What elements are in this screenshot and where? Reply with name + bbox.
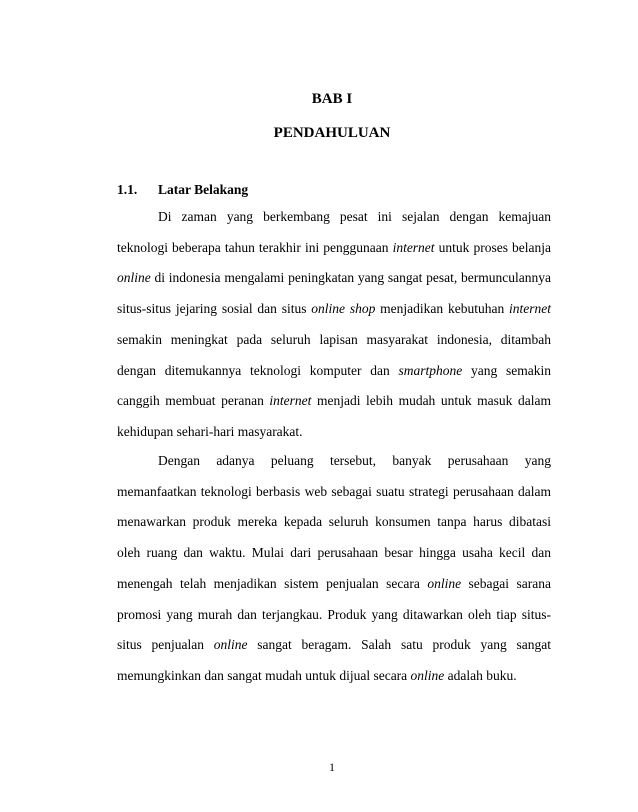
section-heading [117, 183, 248, 197]
text-run: Dengan adanya peluang tersebut, banyak perusahaan yang memanfaatkan teknologi berbasis web sebagai suatu strategi perusahaan dalam menawarkan produk mereka kepada seluruh konsumen tanpa harus dibatasi oleh ruang dan waktu. Mulai dari perusahaan besar hingga usaha kecil dan menengah telah menjadikan sistem penjualan secara [117, 453, 551, 591]
italic-term: internet [269, 393, 312, 409]
text-run: menjadikan kebutuhan [375, 301, 509, 317]
paragraph [117, 202, 551, 448]
page-number: 1 [329, 760, 335, 774]
text-run: untuk proses belanja [434, 239, 551, 255]
section-title: Latar Belakang [158, 182, 249, 197]
text-run: menjadi lebih mudah untuk masuk dalam kehidupan sehari-hari masyarakat. [117, 393, 551, 439]
italic-term: internet [509, 301, 551, 317]
text-run: semakin meningkat pada seluruh lapisan masyarakat indonesia, ditambah dengan ditemukannya teknologi komputer dan [117, 331, 551, 378]
text-run: di indonesia mengalami peningkatan yang sangat pesat, bermunculannya situs-situs jejaring sosial dan situs [117, 270, 551, 317]
paragraph [117, 446, 551, 692]
italic-term: online [427, 575, 462, 591]
italic-term: online [213, 637, 248, 653]
italic-term: internet [392, 239, 435, 255]
italic-term: online [410, 667, 445, 683]
text-run: sangat beragam. Salah satu produk yang sangat memungkinkan dan sangat mudah untuk dijual secara [117, 637, 551, 683]
italic-term: online [117, 270, 151, 286]
text-run: sebagai sarana promosi yang murah dan terjangkau. Produk yang ditawarkan oleh tiap situs-situs penjualan [117, 575, 551, 653]
italic-term: online shop [311, 301, 376, 317]
text-run: Di zaman yang berkembang pesat ini sejalan dengan kemajuan teknologi beberapa tahun terakhir ini penggunaan [117, 209, 551, 255]
chapter-number: BAB I [311, 91, 353, 107]
italic-term: smartphone [398, 362, 463, 378]
section-number: 1.1. [117, 182, 138, 197]
chapter-title: PENDAHULUAN [273, 125, 391, 141]
text-run: yang semakin canggih membuat peranan [117, 362, 552, 409]
text-run: adalah buku. [444, 667, 517, 683]
